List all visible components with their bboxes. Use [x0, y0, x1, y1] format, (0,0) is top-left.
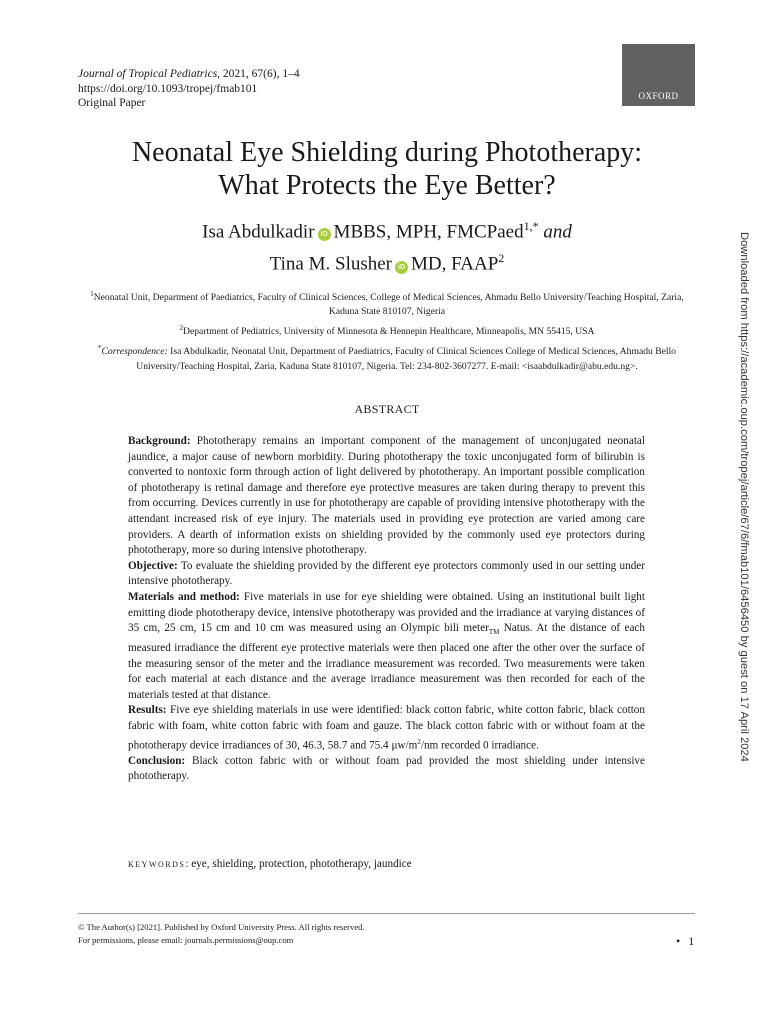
- author-line-2: [40, 245, 734, 277]
- methods-text-a: Five materials in use for eye shielding were obtained. Using an institutional built light emitting diode phototherapy device, intensive phototherapy was provided and the irradiance at varying distances of 35 cm, 25 cm, 15 cm and 10 cm was measured using an Olympic bili meter: [128, 590, 645, 635]
- methods-label: Materials and method:: [128, 590, 240, 603]
- background-label: Background:: [128, 435, 191, 447]
- doi-link[interactable]: https://doi.org/10.1093/tropej/fmab101: [78, 82, 258, 95]
- abstract-body: [128, 434, 645, 785]
- author-2-affiliation-marker: 2: [498, 251, 505, 266]
- keywords-label: keywords: [128, 858, 186, 870]
- journal-volume: , 2021, 67(6), 1–4: [217, 68, 300, 80]
- keywords-separator: :: [185, 858, 192, 870]
- background-text: Phototherapy remains an important component of the management of unconjugated neonatal jaundice, a major cause of newborn morbidity. During phototherapy the toxic unconjugated form of bilirubin is converted to nontoxic form through action of light delivered by phototherapy. An important possible complication of phototherapy is retinal damage and therefore eye protective measures are taken during therapy to prevent this from occurring. Devices currently in use for phototherapy are capable of providing intensive phototherapy with the attendant increased risk of eye injury. The materials used in providing eye protection are varied among care providers. A dearth of information exists on shielding provided by the commonly used eye protectors during phototherapy, more so during intensive phototherapy.: [128, 435, 645, 557]
- permissions-notice: For permissions, please email: journals.permissions@oup.com: [78, 935, 294, 945]
- abstract-results: [128, 703, 645, 754]
- author-2-degrees: MD, FAAP: [411, 253, 499, 275]
- article-type: Original Paper: [78, 97, 146, 109]
- affiliation-1-text: Neonatal Unit, Department of Paediatrics, Faculty of Clinical Sciences, College of Medical Sciences, Ahmadu Bello University/Teaching Hospital, Zaria, Kaduna State 810107, Nigeria: [93, 292, 684, 318]
- correspondence-text: Isa Abdulkadir, Neonatal Unit, Department of Paediatrics, Faculty of Clinical Sciences College of Medical Sciences, Ahmadu Bello University/Teaching Hospital, Zaria, Kaduna State 810107, Nigeria. Tel: 234-802-3607277. E-mail: <isaabdulkadir@abu.edu.ng>.: [136, 346, 676, 372]
- author-2-name[interactable]: Tina M. Slusher: [269, 253, 392, 275]
- keywords: [128, 858, 412, 870]
- methods-text-b: Natus. At the distance of each measured irradiance the different eye protective materials were then placed one after the other over the surface of the measuring sensor of the meter and the irradiance measurement was recorded. Two measurements were taken for each material at each distance and the average irradiance measurement was then recorded for each of the materials tested at that distance.: [128, 622, 645, 701]
- abstract-objective: [128, 559, 645, 590]
- orcid-icon[interactable]: iD: [395, 261, 408, 274]
- title-line-1: Neonatal Eye Shielding during Phototherapy:: [131, 137, 643, 168]
- abstract-heading: ABSTRACT: [354, 402, 420, 416]
- footer-divider: [78, 913, 695, 914]
- objective-text: To evaluate the shielding provided by the different eye protectors commonly used in our setting under intensive phototherapy.: [128, 559, 645, 588]
- results-text-b: /nm recorded 0 irradiance.: [420, 739, 539, 752]
- unit-superscript: 2: [417, 737, 421, 746]
- keywords-text: eye, shielding, protection, phototherapy, jaundice: [191, 858, 412, 870]
- abstract-background: [128, 434, 645, 559]
- oxford-logo[interactable]: [622, 44, 695, 106]
- affiliation-2-marker: 2: [179, 324, 184, 333]
- conclusion-label: Conclusion:: [128, 754, 186, 767]
- oxford-logo-text: OXFORD: [638, 91, 679, 101]
- correspondence-label: Correspondence:: [101, 346, 168, 358]
- page-bullet: •: [676, 934, 681, 948]
- author-conjunction: and: [543, 221, 572, 243]
- journal-info: [78, 67, 300, 111]
- title-line-2: What Protects the Eye Better?: [218, 170, 556, 201]
- orcid-icon[interactable]: iD: [318, 228, 331, 241]
- affiliation-1-marker: 1: [90, 290, 94, 298]
- results-text-a: Five eye shielding materials in use were identified: black cotton fabric, white cotton fabric, black cotton fabric with foam, white cotton fabric with foam and gauze. The black cotton fabric with or without foam at the phototherapy device irradiances of 30, 46.3, 58.7 and 75.4 μw/m: [128, 704, 645, 752]
- affiliation-2: [80, 321, 694, 339]
- author-1-degrees: MBBS, MPH, FMCPaed: [333, 221, 524, 243]
- author-1-name[interactable]: Isa Abdulkadir: [202, 221, 315, 243]
- footer-notes: [78, 921, 365, 947]
- correspondence-marker: *: [98, 344, 102, 353]
- journal-name: Journal of Tropical Pediatrics: [78, 68, 218, 80]
- article-title: [40, 136, 734, 202]
- author-line-1: [40, 213, 734, 245]
- affiliation-2-text: Department of Pediatrics, University of Minnesota & Hennepin Healthcare, Minneapolis, MN 55415, USA: [183, 326, 595, 338]
- page-number: [676, 934, 694, 949]
- download-watermark: Downloaded from https://academic.oup.com/tropej/article/67/6/fmab101/6456450 by guest on 17 April 2024: [738, 232, 750, 762]
- affiliation-1: [80, 287, 694, 319]
- journal-citation: [78, 67, 300, 82]
- abstract-methods: [128, 590, 645, 703]
- author-1-affiliation-marker: 1,*: [523, 219, 539, 233]
- correspondence: [80, 341, 694, 373]
- author-list: [40, 213, 734, 278]
- copyright-notice: © The Author(s) [2021]. Published by Oxford University Press. All rights reserved.: [78, 922, 365, 932]
- results-label: Results:: [128, 704, 167, 717]
- conclusion-text: Black cotton fabric with or without foam pad provided the most shielding under intensive phototherapy.: [128, 754, 645, 783]
- page-number-value: 1: [688, 934, 695, 948]
- abstract-conclusion: [128, 754, 645, 785]
- trademark-subscript: TM: [488, 628, 500, 637]
- objective-label: Objective:: [128, 559, 178, 572]
- affiliations: [80, 287, 694, 376]
